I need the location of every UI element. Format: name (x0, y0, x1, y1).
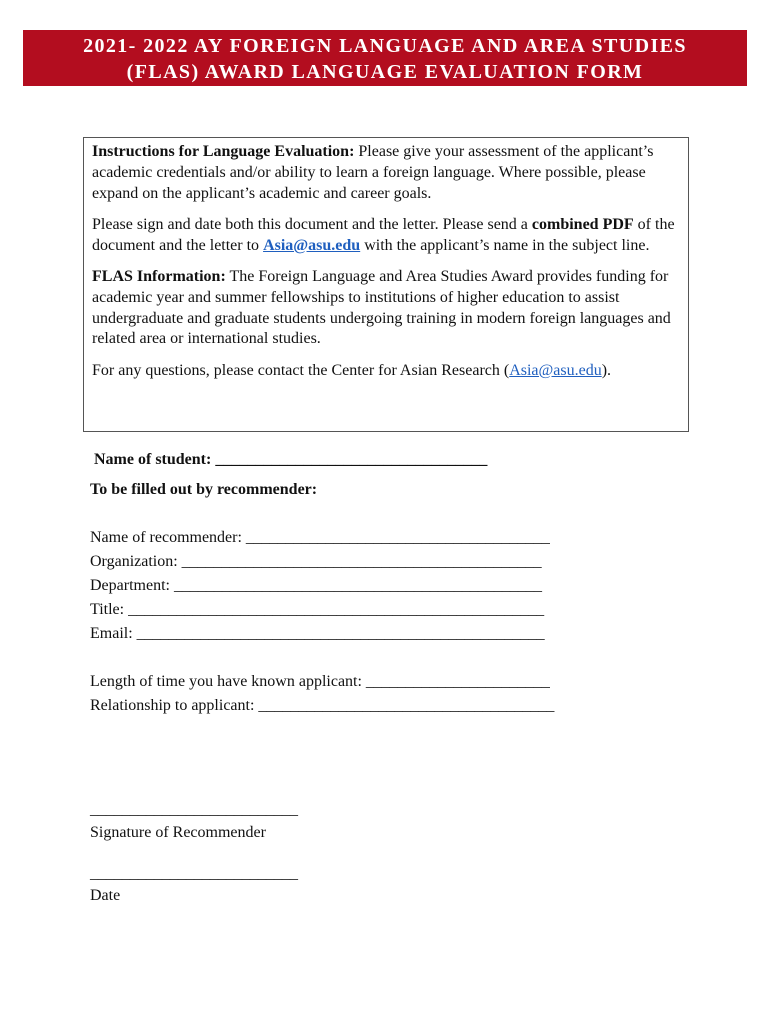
date-line[interactable]: __________________________ (90, 865, 298, 882)
sign-text-1: Please sign and date both this document and the letter. Please send a (92, 215, 532, 233)
instructions-paragraph (92, 142, 680, 204)
relationship-field[interactable]: Relationship to applicant: _____________________________________ (90, 697, 555, 714)
student-name-field[interactable]: Name of student: __________________________________ (94, 451, 488, 468)
form-title-line-1: 2021- 2022 AY FOREIGN LANGUAGE AND AREA STUDIES (83, 35, 687, 57)
recommender-section-heading: To be filled out by recommender: (90, 481, 318, 498)
contact-paragraph (92, 361, 680, 382)
form-title-banner (23, 30, 747, 86)
sign-text-3: with the applicant’s name in the subject line. (360, 236, 650, 254)
form-title-line-2: (FLAS) AWARD LANGUAGE EVALUATION FORM (126, 61, 644, 83)
length-known-field[interactable]: Length of time you have known applicant: _______________________ (90, 673, 550, 690)
flas-info-text: The Foreign Language and Area Studies Award provides funding for academic year and summer fellowships to institutions of higher education to assist undergraduate and graduate students undergoing training in modern foreign languages and related area or international studies. (92, 267, 671, 348)
instructions-box (83, 137, 689, 432)
contact-text-before: For any questions, please contact the Center for Asian Research ( (92, 361, 510, 379)
date-label: Date (90, 887, 121, 904)
department-field[interactable]: Department: ______________________________________________ (90, 577, 542, 594)
recommender-name-field[interactable]: Name of recommender: ______________________________________ (90, 529, 550, 546)
instructions-label: Instructions for Language Evaluation: (92, 143, 355, 160)
signature-label: Signature of Recommender (90, 824, 266, 841)
sign-instructions-paragraph (92, 215, 680, 257)
contact-email-link[interactable]: Asia@asu.edu (509, 361, 602, 379)
contact-text-after: ). (601, 361, 612, 379)
instructions-text: Please give your assessment of the applicant’s academic credentials and/or ability to learn a foreign language. Where possible, please expand on the applicant’s academic and career goals. (92, 143, 654, 202)
combined-pdf-label: combined PDF (531, 215, 634, 233)
flas-info-label: FLAS Information: (92, 267, 226, 285)
email-field[interactable]: Email: ___________________________________________________ (90, 625, 545, 642)
sign-text-2: of the document and the letter to (92, 215, 675, 254)
flas-info-paragraph (92, 267, 680, 350)
organization-field[interactable]: Organization: _____________________________________________ (90, 553, 542, 570)
email-link[interactable]: Asia@asu.edu (263, 236, 361, 254)
signature-line[interactable]: __________________________ (90, 801, 298, 818)
title-field[interactable]: Title: ____________________________________________________ (90, 601, 545, 618)
